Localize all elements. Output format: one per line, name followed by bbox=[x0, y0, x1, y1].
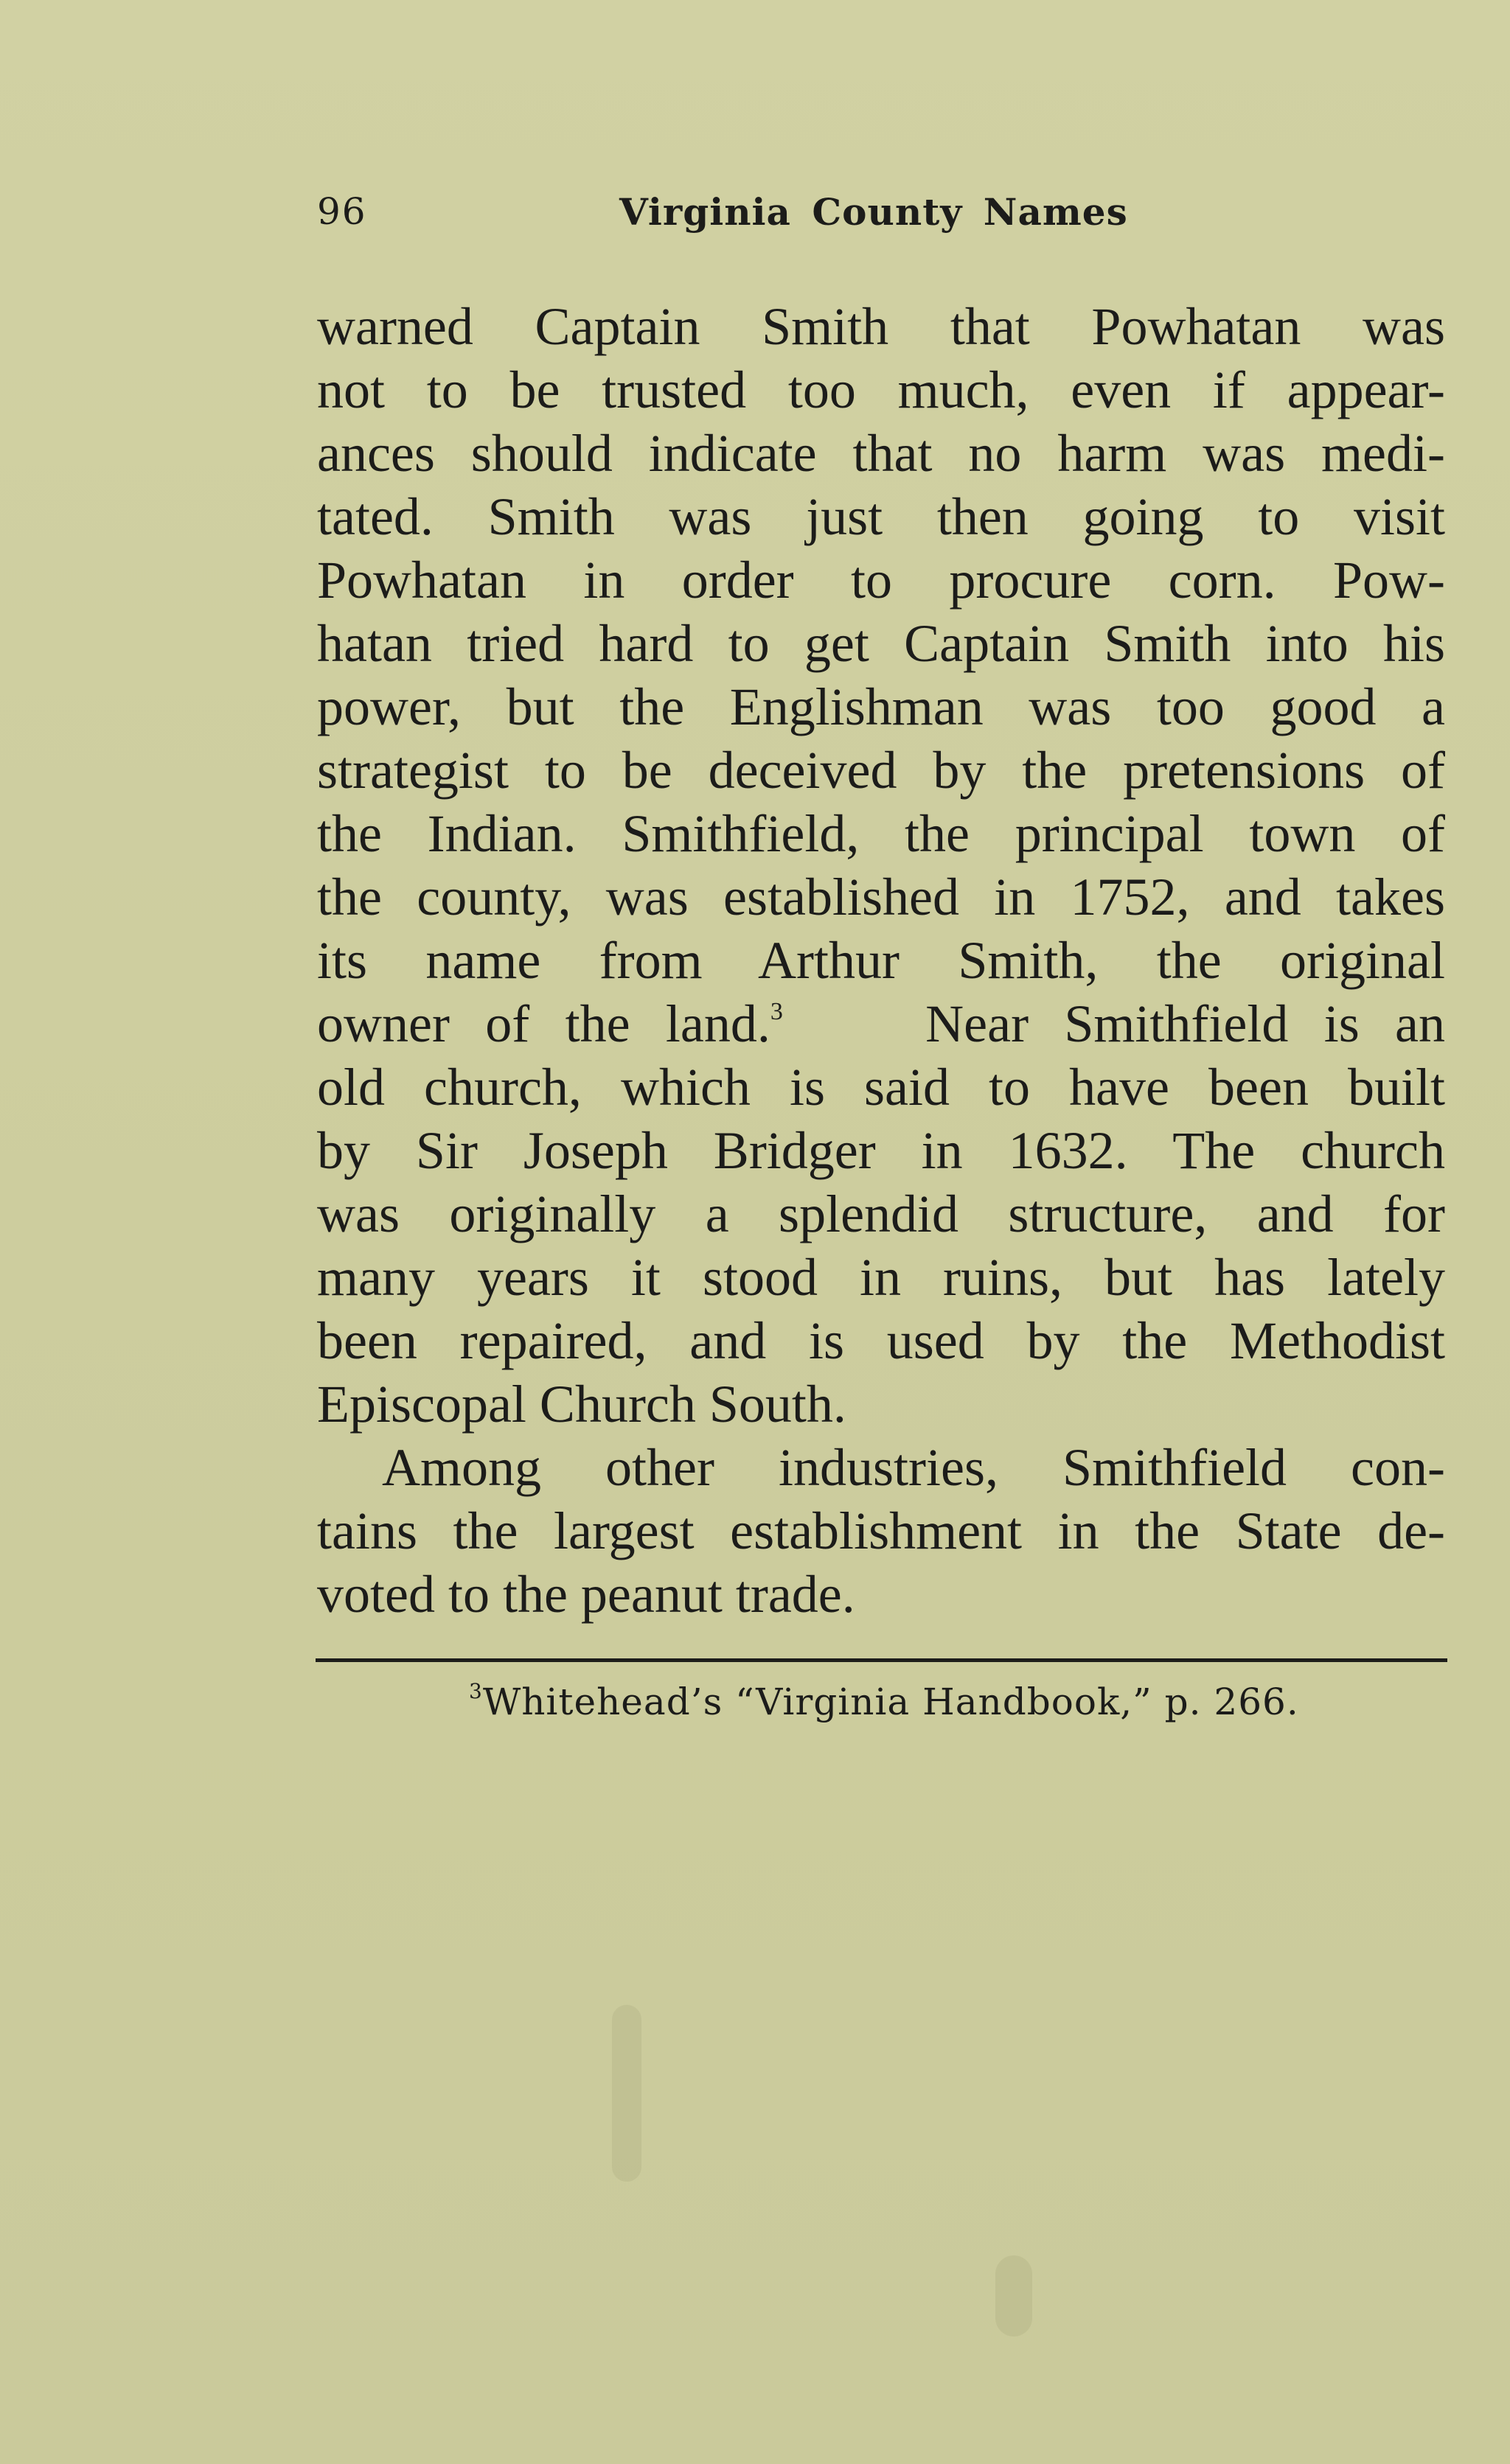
running-title: Virginia County Names bbox=[619, 190, 1128, 234]
text-line: many years it stood in ruins, but has lately bbox=[317, 1248, 1445, 1307]
text-line: old church, which is said to have been built bbox=[317, 1058, 1445, 1117]
footnote-rule bbox=[316, 1658, 1447, 1662]
text-line: Episcopal Church South. bbox=[317, 1375, 846, 1434]
text-line: Powhatan in order to procure corn. Pow- bbox=[317, 551, 1445, 610]
text-line: by Sir Joseph Bridger in 1632. The church bbox=[317, 1121, 1445, 1180]
text-line: not to be trusted too much, even if appear- bbox=[317, 360, 1445, 419]
page-number: 96 bbox=[317, 190, 367, 233]
text-line: the Indian. Smithfield, the principal town of bbox=[317, 804, 1445, 863]
text-line: power, but the Englishman was too good a bbox=[317, 677, 1445, 736]
text-fragment: owner of the land. bbox=[317, 994, 770, 1053]
text-line: tated. Smith was just then going to visit bbox=[317, 487, 1445, 546]
body-text bbox=[317, 295, 1445, 1626]
text-line: hatan tried hard to get Captain Smith into his bbox=[317, 614, 1445, 673]
text-line: its name from Arthur Smith, the original bbox=[317, 931, 1445, 990]
text-line: the county, was established in 1752, and takes bbox=[317, 868, 1445, 926]
footnote-reference: 3 bbox=[770, 998, 783, 1025]
text-fragment: Near Smithfield is an bbox=[925, 994, 1446, 1053]
footnote-text: Whitehead’s “Virginia Handbook,” p. 266. bbox=[482, 1681, 1299, 1723]
paragraph-first-line: Among other industries, Smithfield con- bbox=[382, 1438, 1445, 1497]
text-line: was originally a splendid structure, and for bbox=[317, 1184, 1445, 1243]
text-line: strategist to be deceived by the pretensions of bbox=[317, 741, 1445, 800]
text-line: ances should indicate that no harm was medi- bbox=[317, 424, 1445, 483]
text-line: warned Captain Smith that Powhatan was bbox=[317, 297, 1445, 356]
paper-blemish bbox=[995, 2255, 1032, 2336]
footnote-marker: 3 bbox=[469, 1679, 483, 1703]
text-line: voted to the peanut trade. bbox=[317, 1565, 855, 1624]
text-line: been repaired, and is used by the Methodist bbox=[317, 1311, 1445, 1370]
text-line: tains the largest establishment in the State de- bbox=[317, 1501, 1445, 1560]
paper-blemish bbox=[612, 2005, 641, 2182]
text-line-with-footnote bbox=[317, 992, 1445, 1055]
running-head bbox=[317, 190, 1438, 242]
footnote bbox=[469, 1681, 1299, 1723]
